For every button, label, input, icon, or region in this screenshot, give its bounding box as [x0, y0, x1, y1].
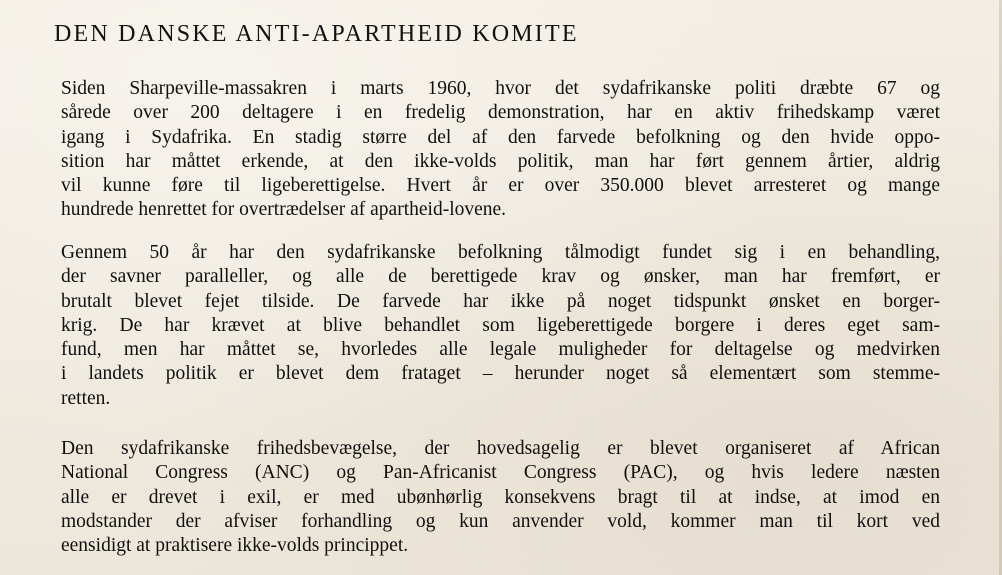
paragraph-1-line: vil kunne føre til ligeberettigelse. Hvert år er over 350.000 blevet arresteret og mange [61, 175, 940, 197]
paragraph-2-line: fund, men har måttet se, hvorledes alle legale muligheder for deltagelse og medvirken [61, 339, 940, 361]
paragraph-2-line: der savner paralleller, og alle de berettigede krav og ønsker, man har fremført, er [61, 266, 940, 288]
paragraph-3-line: modstander der afviser forhandling og kun anvender vold, kommer man til kort ved [61, 510, 940, 532]
paragraph-2-line: Gennem 50 år har den sydafrikanske befolkning tålmodigt fundet sig i en behandling, [61, 242, 940, 263]
paragraph-1 [61, 77, 940, 223]
paragraph-3-line: alle er drevet i exil, er med ubønhørlig konsekvens bragt til at indse, at imod en [61, 486, 940, 508]
paragraph-3 [61, 437, 940, 558]
paragraph-2-line: krig. De har krævet at blive behandlet som ligeberettigede borgere i deres eget sam- [61, 314, 940, 336]
paragraph-1-line: Siden Sharpeville-massakren i marts 1960, hvor det sydafrikanske politi dræbte 67 og [61, 78, 940, 99]
paragraph-2-line: retten. [61, 387, 111, 409]
paragraph-3-line: eensidigt at praktisere ikke-volds princippet. [61, 535, 409, 557]
paragraph-3-line: National Congress (ANC) og Pan-Africanist Congress (PAC), og hvis ledere næsten [61, 462, 940, 484]
paragraph-1-line: hundrede henrettet for overtrædelser af apartheid-lovene. [61, 199, 507, 221]
paragraph-2 [61, 241, 940, 411]
paragraph-2-line: i landets politik er blevet dem frataget – herunder noget så elementært som stemme- [61, 363, 940, 385]
document-title: DEN DANSKE ANTI-APARTHEID KOMITE [54, 21, 579, 47]
paragraph-1-line: sition har måttet erkende, at den ikke-volds politik, man har ført gennem årtier, aldrig [61, 150, 940, 172]
paragraph-1-line: sårede over 200 deltagere i en fredelig demonstration, har en aktiv frihedskamp været [61, 102, 940, 124]
paragraph-3-line: Den sydafrikanske frihedsbevægelse, der hovedsagelig er blevet organiseret af African [61, 438, 940, 459]
paragraph-1-line: igang i Sydafrika. En stadig større del af den farvede befolkning og den hvide oppo- [61, 126, 940, 148]
paragraph-2-line: brutalt blevet fejet tilside. De farvede har ikke på noget tidspunkt ønsket en borger- [61, 290, 940, 312]
